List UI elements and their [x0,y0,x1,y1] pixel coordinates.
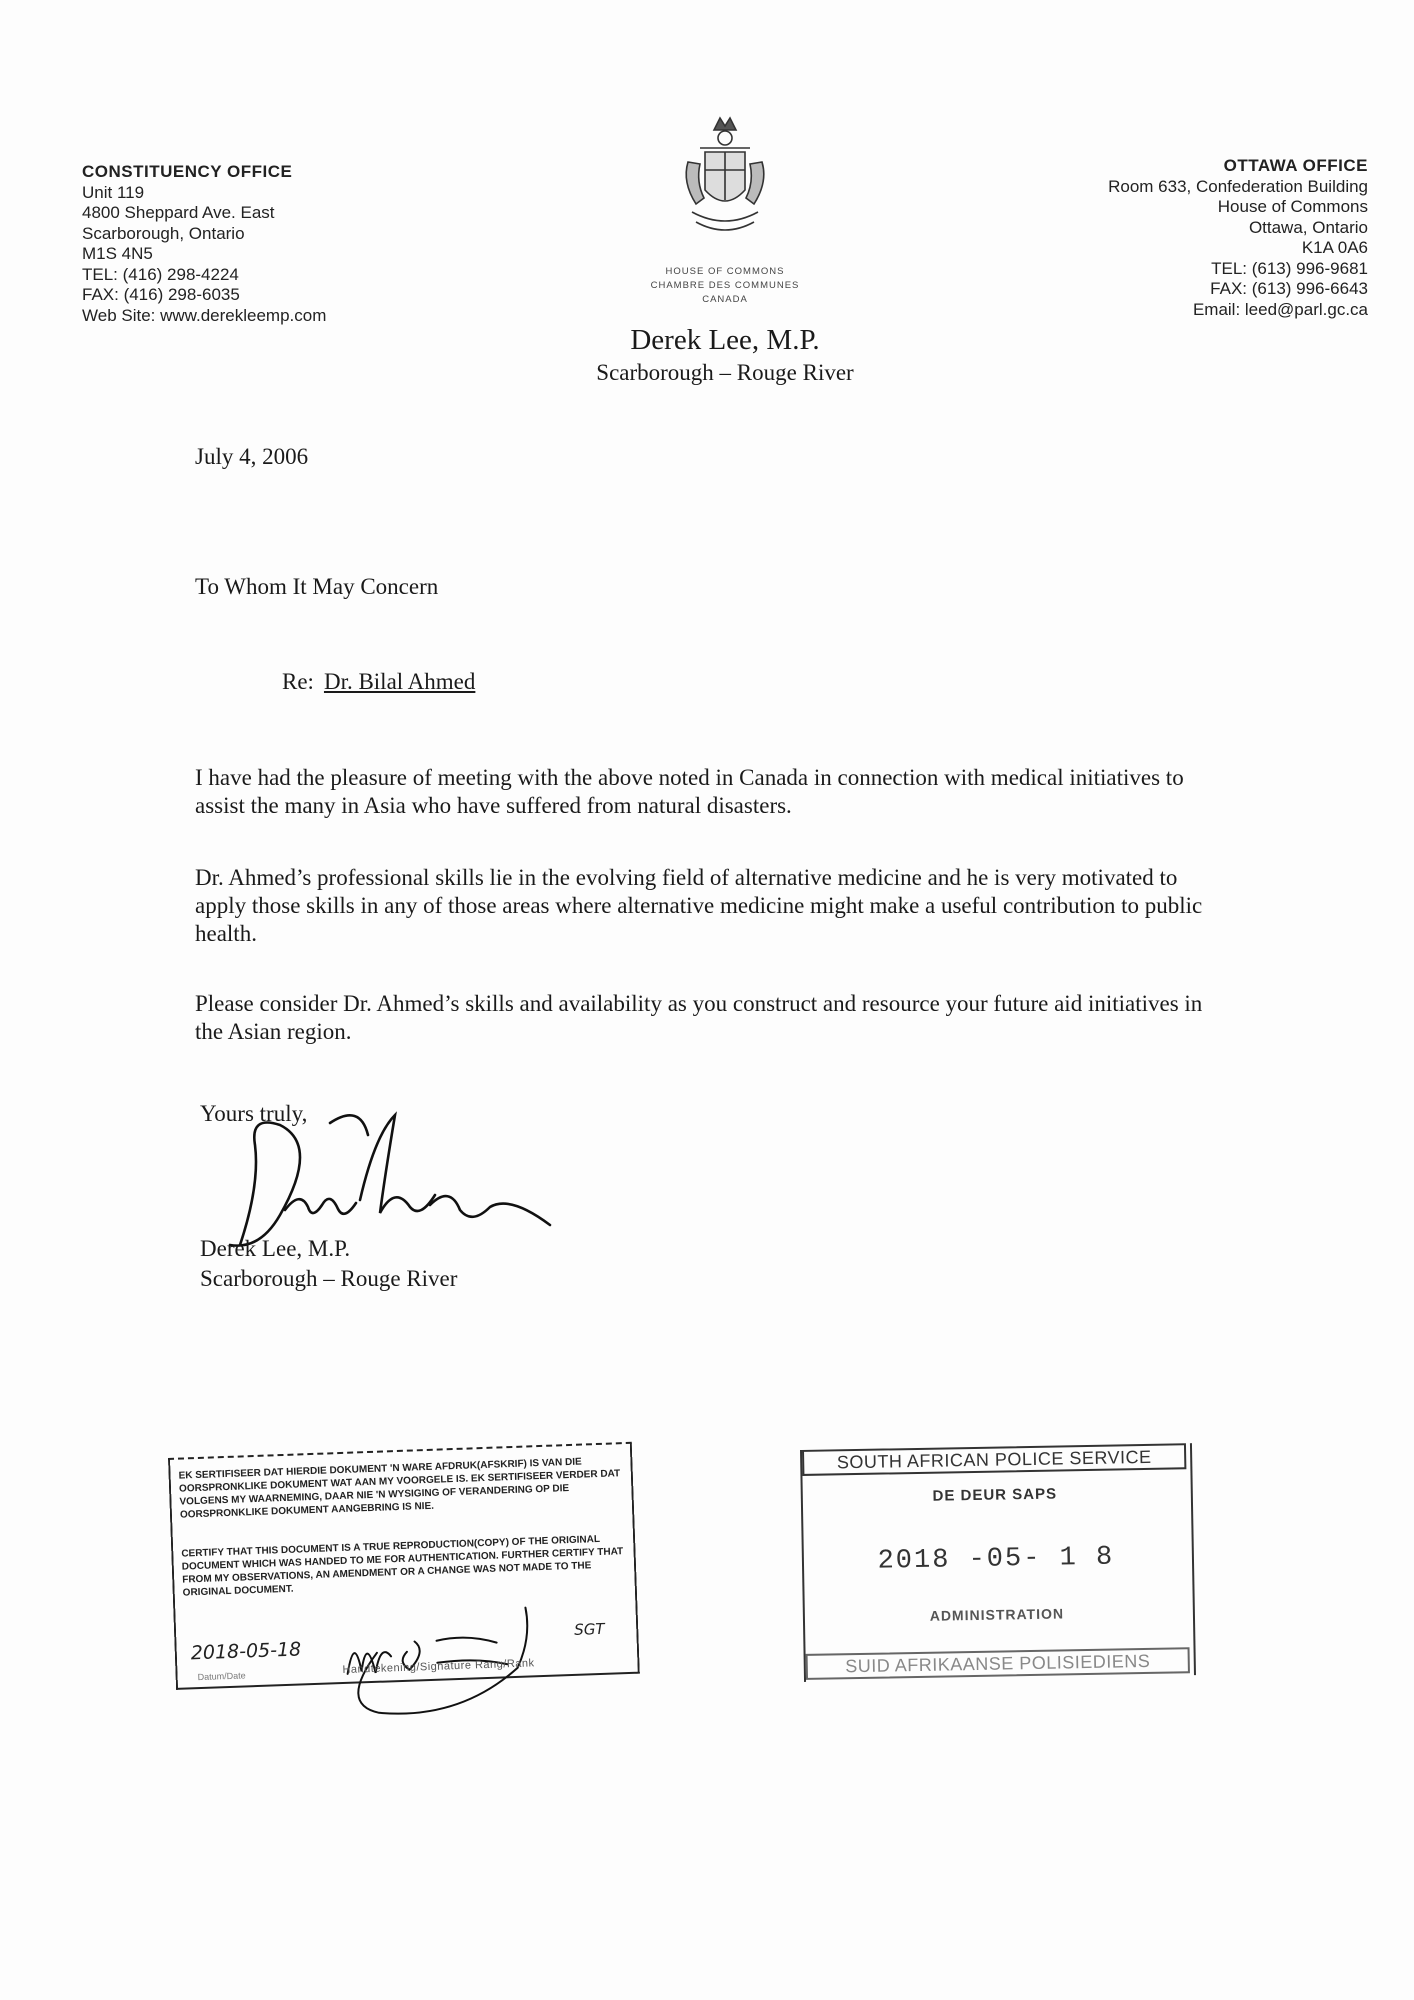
subject-name: Dr. Bilal Ahmed [323,669,476,694]
letter-date: July 4, 2006 [195,444,309,469]
crest-caption-country: CANADA [702,294,748,305]
ottawa-email: Email: leed@parl.gc.ca [1192,299,1368,319]
certification-text-english: CERTIFY THAT THIS DOCUMENT IS A TRUE REPRODUCTION(COPY) OF THE ORIGINAL DOCUMENT WHICH WAS HANDED TO ME FOR AUTHENTICATION. FURTHER CERTIFY THAT FROM MY OBSERVATIONS, AN AMENDMENT OR A CHANGE WAS NOT MADE TO THE ORIGINAL DOCUMENT. [181,1533,624,1599]
coat-of-arms-icon [670,112,780,252]
body-paragraph: Please consider Dr. Ahmed’s skills and availability as you construct and resource your future aid initiatives in the Asian region. [195,991,1203,1044]
ottawa-fax: FAX: (613) 996-6643 [1210,279,1368,298]
stamp-date: 2018 -05- 1 8 [877,1542,1115,1577]
constituency-postal-code: M1S 4N5 [82,244,153,263]
crest-caption-english: HOUSE OF COMMONS [665,266,785,277]
certification-text-afrikaans: EK SERTIFISEER DAT HIERDIE DOKUMENT 'N WARE AFDRUK(AFSKRIF) IS VAN DIE OORSPRONKLIKE DOKUMENT WAT AAN MY VOORGELE IS. EK SERTIFISEER VERDER DAT VOLGENS MY WAARNEMING, DAAR NIE 'N WYSIGING OF VERANDERING OP DIE OORSPRONKLIKE DOKUMENT AANGEBRING IS NIE. [178,1456,621,1521]
subject-line [282,668,475,696]
police-service-stamp [800,1443,1196,1682]
signer-riding: Scarborough – Rouge River [200,1266,458,1291]
stamp-administration: ADMINISTRATION [929,1605,1065,1624]
stamp-footer: SUID AFRIKAANSE POLISIEDIENS [806,1647,1190,1680]
letterhead-name: Derek Lee, M.P. [630,324,820,356]
ottawa-office-block [1108,156,1368,320]
ottawa-phone: TEL: (613) 996-9681 [1211,258,1368,278]
ottawa-postal-code: K1A 0A6 [1301,238,1368,257]
constituency-fax: FAX: (416) 298-6035 [82,285,240,304]
certification-stamp [168,1442,640,1690]
constituency-office-block [82,162,326,326]
ottawa-address-line: Room 633, Confederation Building [1108,176,1368,196]
certification-signature-label: Handtekening/Signature Rang/Rank [342,1657,535,1677]
certification-rank: SGT [573,1619,605,1639]
letter-closing: Yours truly, [200,1101,308,1126]
constituency-office-heading: CONSTITUENCY OFFICE [82,162,293,181]
ottawa-office-heading: OTTAWA OFFICE [1223,156,1368,175]
constituency-address-line: Unit 119 [82,182,145,202]
constituency-website: Web Site: www.derekleemp.com [82,305,327,325]
certification-date-label: Datum/Date [197,1670,246,1683]
constituency-address-line: Scarborough, Ontario [82,223,245,243]
body-paragraph: Dr. Ahmed’s professional skills lie in the evolving field of alternative medicine and he is very motivated to apply those skills in any of those areas where alternative medicine might make a useful contribution to public health. [195,865,1203,946]
subject-label: Re: [282,669,314,694]
constituency-phone: TEL: (416) 298-4224 [82,264,239,284]
letter-salutation: To Whom It May Concern [195,574,439,599]
ottawa-address-line: House of Commons [1217,197,1368,216]
letterhead-riding: Scarborough – Rouge River [596,360,854,385]
crest-caption-french: CHAMBRE DES COMMUNES [650,280,800,291]
certification-date: 2018-05-18 [190,1638,302,1665]
signer-name: Derek Lee, M.P. [200,1236,351,1261]
body-paragraph: I have had the pleasure of meeting with the above noted in Canada in connection with medical initiatives to assist the many in Asia who have suffered from natural disasters. [195,765,1184,818]
stamp-station: DE DEUR SAPS [932,1485,1058,1505]
constituency-address-line: 4800 Sheppard Ave. East [82,203,275,222]
stamp-header: SOUTH AFRICAN POLICE SERVICE [802,1443,1186,1476]
ottawa-address-line: Ottawa, Ontario [1248,217,1368,237]
